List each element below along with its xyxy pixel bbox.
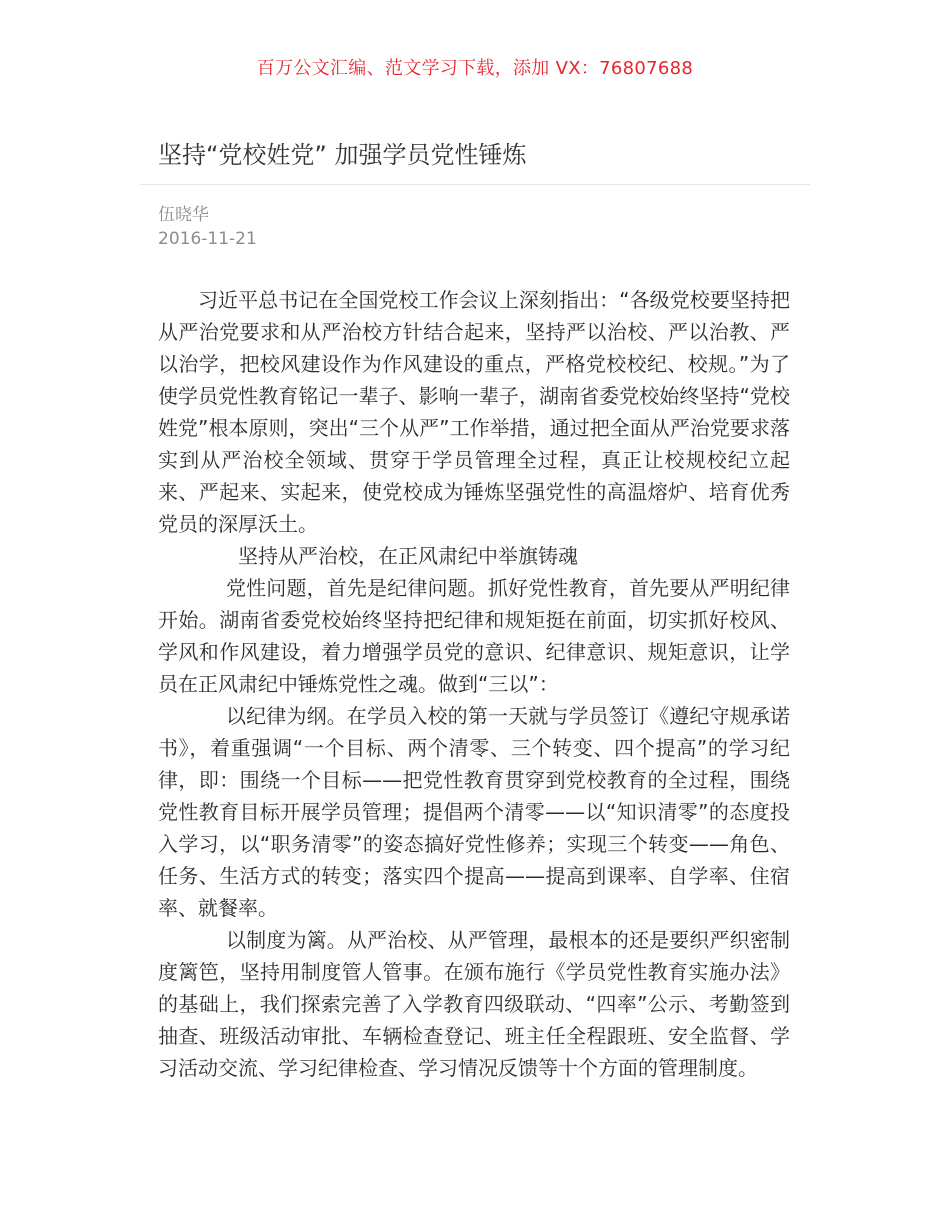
promo-banner: 百万公文汇编、范文学习下载，添加 VX：76807688	[256, 58, 694, 79]
paragraph-system: 以制度为篱。从严治校、从严管理，最根本的还是要织严织密制度篱笆，坚持用制度管人管事。在颁布施行《学员党性教育实施办法》的基础上，我们探索完善了入学教育四级联动、“四率”公示、考勤签到抽查、班级活动审批、车辆检查登记、班主任全程跟班、安全监督、学习活动交流、学习纪律检查、学习情况反馈等十个方面的管理制度。	[158, 928, 790, 1080]
paragraph-rules: 以纪律为纲。在学员入校的第一天就与学员签订《遵纪守规承诺书》，着重强调“一个目标、两个清零、三个转变、四个提高”的学习纪律，即：围绕一个目标——把党性教育贯穿到党校教育的全过程，围绕党性教育目标开展学员管理；提倡两个清零——以“知识清零”的态度投入学习，以“职务清零”的姿态搞好党性修养；实现三个转变——角色、任务、生活方式的转变；落实四个提高——提高到课率、自学率、住宿率、就餐率。	[158, 704, 790, 920]
section-heading: 坚持从严治校，在正风肃纪中举旗铸魂	[238, 544, 578, 568]
paragraph-intro: 习近平总书记在全国党校工作会议上深刻指出：“各级党校要坚持把从严治党要求和从严治校方针结合起来，坚持严以治校、严以治教、严以治学，把校风建设作为作风建设的重点，严格党校校纪、校规。”为了使学员党性教育铭记一辈子、影响一辈子，湖南省委党校始终坚持“党校姓党”根本原则，突出“三个从严”工作举措，通过把全面从严治党要求落实到从严治校全领域、贯穿于学员管理全过程，真正让校规校纪立起来、严起来、实起来，使党校成为锤炼坚强党性的高温熔炉、培育优秀党员的深厚沃土。	[158, 288, 790, 536]
paragraph-discipline: 党性问题，首先是纪律问题。抓好党性教育，首先要从严明纪律开始。湖南省委党校始终坚持把纪律和规矩挺在前面，切实抓好校风、学风和作风建设，着力增强学员党的意识、纪律意识、规矩意识，让学员在正风肃纪中锤炼党性之魂。做到“三以”：	[158, 576, 790, 696]
article-title: 坚持“党校姓党” 加强学员党性锤炼	[158, 141, 527, 169]
article-author: 伍晓华	[158, 205, 209, 225]
article-body	[158, 284, 790, 1084]
article-date: 2016-11-21	[158, 229, 257, 249]
title-divider	[140, 184, 810, 185]
